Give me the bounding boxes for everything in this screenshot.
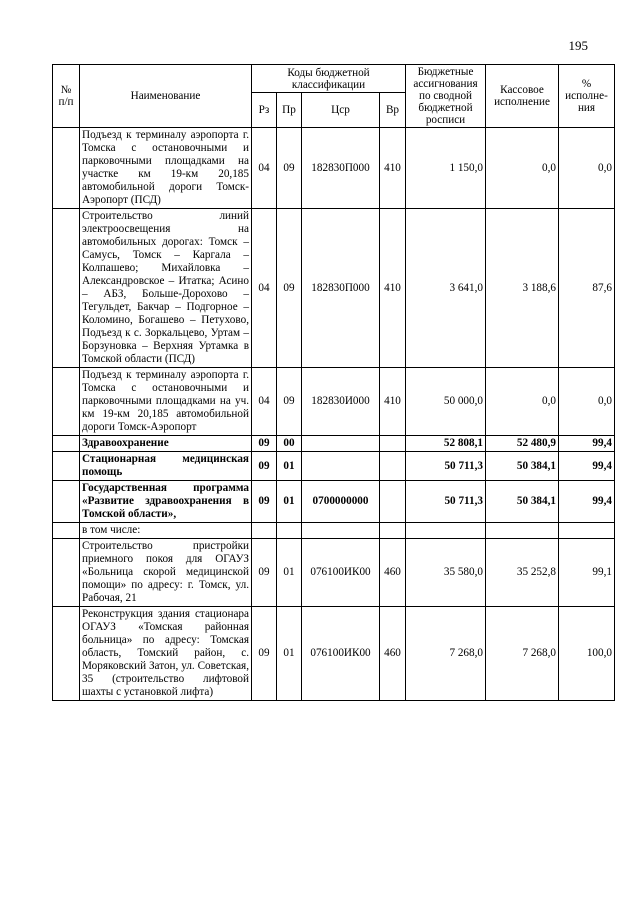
row-percent: 99,4 bbox=[559, 481, 615, 523]
row-pr: 01 bbox=[277, 539, 302, 607]
row-csr: 076100ИК00 bbox=[302, 607, 380, 701]
table-row bbox=[53, 368, 615, 436]
table-header bbox=[53, 65, 615, 128]
row-pr: 00 bbox=[277, 436, 302, 452]
table-row bbox=[53, 452, 615, 481]
row-rz: 04 bbox=[252, 209, 277, 368]
header-percent: % исполне-ния bbox=[559, 65, 615, 128]
header-rz: Рз bbox=[252, 93, 277, 128]
row-csr bbox=[302, 523, 380, 539]
row-num bbox=[53, 209, 80, 368]
row-vr bbox=[380, 523, 406, 539]
row-percent: 99,4 bbox=[559, 452, 615, 481]
row-percent: 99,1 bbox=[559, 539, 615, 607]
row-pr: 01 bbox=[277, 607, 302, 701]
table-row bbox=[53, 436, 615, 452]
row-vr: 410 bbox=[380, 368, 406, 436]
table-row bbox=[53, 209, 615, 368]
header-pr: Пр bbox=[277, 93, 302, 128]
row-name: в том числе: bbox=[80, 523, 252, 539]
row-cash: 50 384,1 bbox=[486, 481, 559, 523]
row-vr bbox=[380, 452, 406, 481]
row-rz: 04 bbox=[252, 128, 277, 209]
row-percent: 99,4 bbox=[559, 436, 615, 452]
row-rz: 09 bbox=[252, 481, 277, 523]
row-num bbox=[53, 539, 80, 607]
row-vr: 460 bbox=[380, 607, 406, 701]
table-row bbox=[53, 128, 615, 209]
row-num bbox=[53, 481, 80, 523]
row-cash: 3 188,6 bbox=[486, 209, 559, 368]
row-cash: 0,0 bbox=[486, 368, 559, 436]
row-num bbox=[53, 128, 80, 209]
row-rz: 09 bbox=[252, 452, 277, 481]
row-name: Здравоохранение bbox=[80, 436, 252, 452]
row-rz: 04 bbox=[252, 368, 277, 436]
row-percent: 87,6 bbox=[559, 209, 615, 368]
row-vr: 460 bbox=[380, 539, 406, 607]
row-name: Реконструкция здания стационара ОГАУЗ «Томская районная больница» по адресу: Томская область, Томский район, с. Моряковский Затон, ул. Советская, 35 (строительство лифтовой шахты с установкой лифта) bbox=[80, 607, 252, 701]
header-codes-group: Коды бюджетной классификации bbox=[252, 65, 406, 93]
row-percent bbox=[559, 523, 615, 539]
row-rz: 09 bbox=[252, 539, 277, 607]
row-vr bbox=[380, 436, 406, 452]
row-vr: 410 bbox=[380, 128, 406, 209]
row-vr bbox=[380, 481, 406, 523]
row-num bbox=[53, 607, 80, 701]
table-row bbox=[53, 481, 615, 523]
header-name: Наименование bbox=[80, 65, 252, 128]
row-csr bbox=[302, 436, 380, 452]
table-row bbox=[53, 523, 615, 539]
row-assignments: 3 641,0 bbox=[406, 209, 486, 368]
row-assignments bbox=[406, 523, 486, 539]
row-percent: 100,0 bbox=[559, 607, 615, 701]
row-assignments: 7 268,0 bbox=[406, 607, 486, 701]
row-num bbox=[53, 523, 80, 539]
row-cash: 52 480,9 bbox=[486, 436, 559, 452]
row-name: Государственная программа «Развитие здравоохранения в Томской области», bbox=[80, 481, 252, 523]
row-name: Подъезд к терминалу аэропорта г. Томска с остановочными и парковочными площадками на уч. км 19-км 20,185 автомобильной дороги Томск-Аэропорт bbox=[80, 368, 252, 436]
header-num: № п/п bbox=[53, 65, 80, 128]
row-name: Стационарная медицинская помощь bbox=[80, 452, 252, 481]
row-pr: 09 bbox=[277, 209, 302, 368]
table-row bbox=[53, 607, 615, 701]
row-name: Строительство линий электроосвещения на автомобильных дорогах: Томск – Самусь, Томск – Каргала – Колпашево; Михайловка – Александровское – Итатка; Асино – АБЗ, Больше-Дорохово – Тегульдет, Бакчар – Подгорное – Коломино, Богашево – Петухово, Подъезд к с. Зоркальцево, Уртам – Борзуновка – Верхняя Уртамка в Томской области (ПСД) bbox=[80, 209, 252, 368]
header-assignments: Бюджетные ассигнования по сводной бюджетной росписи bbox=[406, 65, 486, 128]
row-num bbox=[53, 436, 80, 452]
row-pr: 01 bbox=[277, 452, 302, 481]
row-assignments: 35 580,0 bbox=[406, 539, 486, 607]
row-assignments: 1 150,0 bbox=[406, 128, 486, 209]
row-csr bbox=[302, 452, 380, 481]
row-percent: 0,0 bbox=[559, 128, 615, 209]
table-row bbox=[53, 539, 615, 607]
row-num bbox=[53, 368, 80, 436]
row-rz bbox=[252, 523, 277, 539]
row-assignments: 52 808,1 bbox=[406, 436, 486, 452]
row-vr: 410 bbox=[380, 209, 406, 368]
row-rz: 09 bbox=[252, 436, 277, 452]
row-assignments: 50 711,3 bbox=[406, 452, 486, 481]
row-cash: 50 384,1 bbox=[486, 452, 559, 481]
row-pr: 01 bbox=[277, 481, 302, 523]
page-number: 195 bbox=[568, 38, 588, 53]
row-csr: 182830И000 bbox=[302, 368, 380, 436]
row-assignments: 50 000,0 bbox=[406, 368, 486, 436]
row-num bbox=[53, 452, 80, 481]
row-cash: 0,0 bbox=[486, 128, 559, 209]
row-pr: 09 bbox=[277, 368, 302, 436]
row-csr: 182830П000 bbox=[302, 128, 380, 209]
row-csr: 076100ИК00 bbox=[302, 539, 380, 607]
row-csr: 0700000000 bbox=[302, 481, 380, 523]
row-percent: 0,0 bbox=[559, 368, 615, 436]
row-csr: 182830П000 bbox=[302, 209, 380, 368]
budget-table bbox=[52, 64, 615, 701]
row-cash: 35 252,8 bbox=[486, 539, 559, 607]
row-pr bbox=[277, 523, 302, 539]
row-rz: 09 bbox=[252, 607, 277, 701]
row-assignments: 50 711,3 bbox=[406, 481, 486, 523]
row-name: Строительство пристройки приемного покоя для ОГАУЗ «Больница скорой медицинской помощи» по адресу: г. Томск, ул. Рабочая, 21 bbox=[80, 539, 252, 607]
header-csr: Цср bbox=[302, 93, 380, 128]
table-body bbox=[53, 128, 615, 701]
header-cash: Кассовое исполнение bbox=[486, 65, 559, 128]
row-pr: 09 bbox=[277, 128, 302, 209]
row-cash: 7 268,0 bbox=[486, 607, 559, 701]
row-cash bbox=[486, 523, 559, 539]
row-name: Подъезд к терминалу аэропорта г. Томска с остановочными и парковочными площадками на участке км 19-км 20,185 автомобильной дороги Томск-Аэропорт (ПСД) bbox=[80, 128, 252, 209]
header-vr: Вр bbox=[380, 93, 406, 128]
